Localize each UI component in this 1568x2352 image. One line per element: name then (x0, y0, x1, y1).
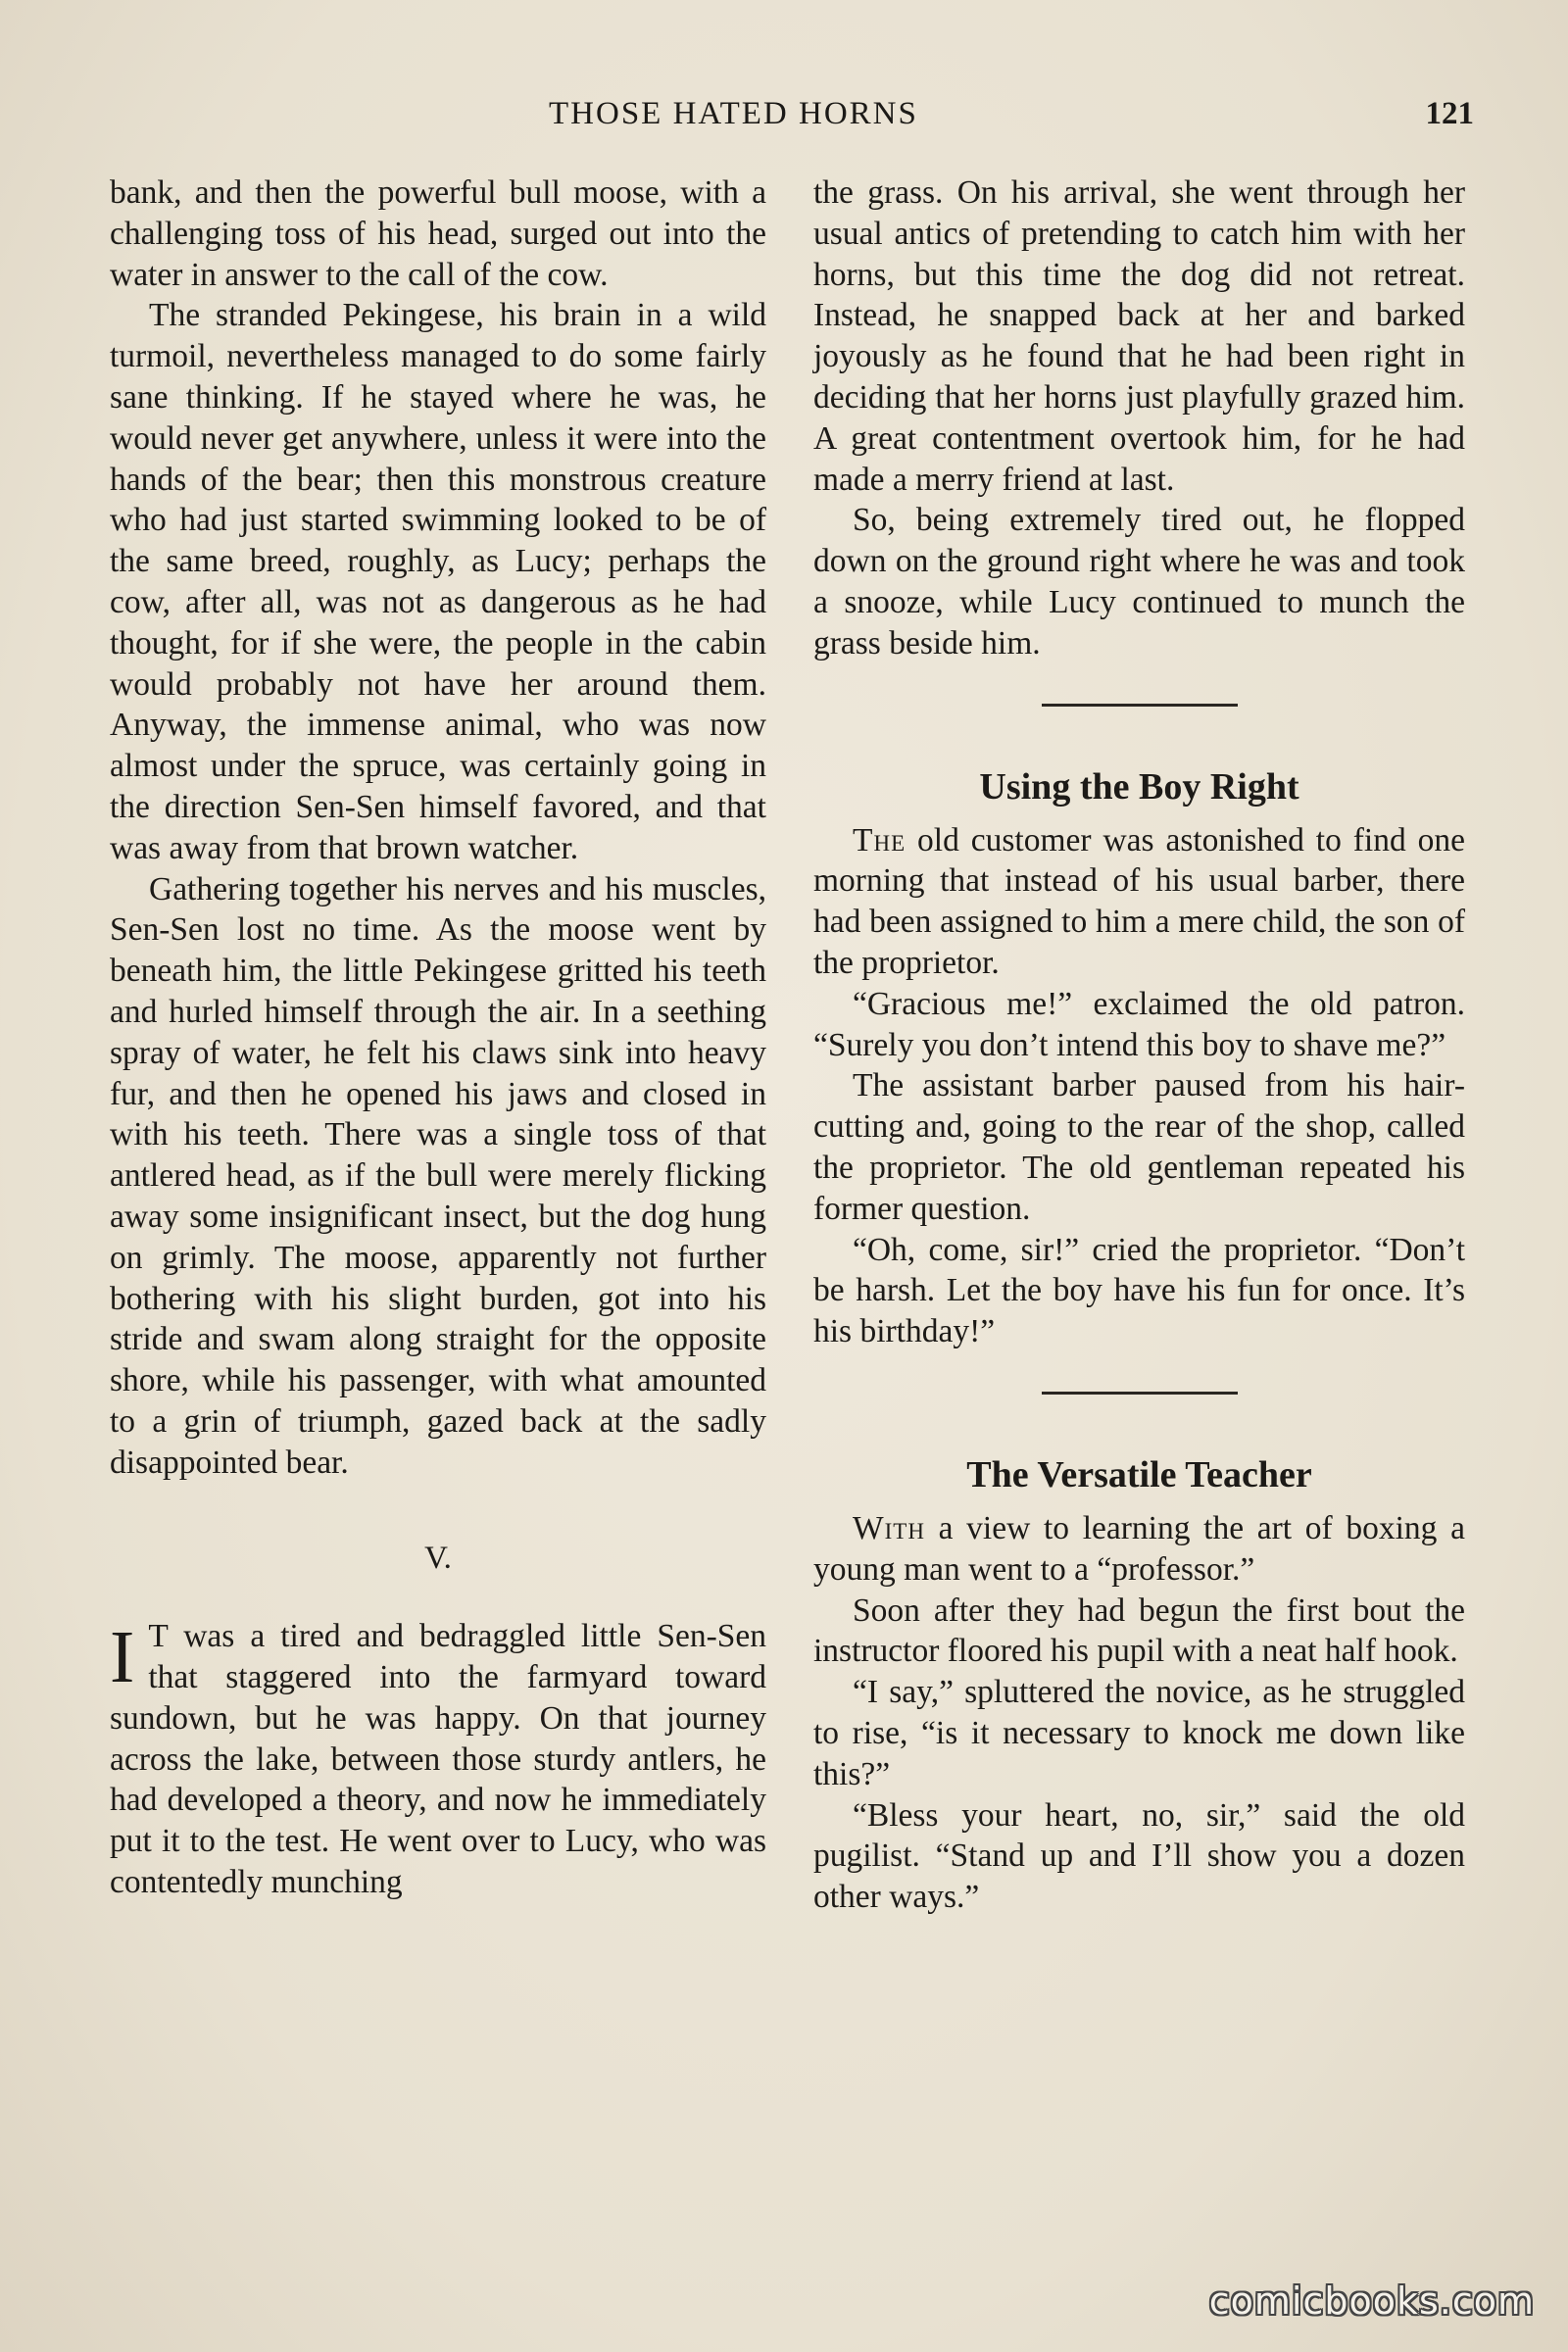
paragraph (813, 820, 1465, 984)
paragraph-text: a view to learning the art of boxing a young man went to a “professor.” (813, 1509, 1465, 1588)
paragraph (813, 1508, 1465, 1591)
paragraph (110, 1616, 766, 1903)
running-head: THOSE HATED HORNS (549, 96, 918, 131)
paragraph: “I say,” spluttered the novice, as he struggled to rise, “is it necessary to knock me down like this?” (813, 1674, 1465, 1792)
paragraph: The assistant barber paused from his hair-cutting and, going to the rear of the shop, called the proprietor. The old gentleman repeated his former question. (813, 1067, 1465, 1227)
watermark: comicbooks.com (1208, 2279, 1535, 2323)
paragraph: “Oh, come, sir!” cried the proprietor. “Don’t be harsh. Let the boy have his fun for once. It’s his birthday!” (813, 1231, 1465, 1350)
paragraph-text: T was a tired and bedraggled little Sen-Sen that staggered into the farmyard toward sundown, but he was happy. On that journey across the lake, between those sturdy antlers, he had developed a theory, and now he immediately put it to the test. He went over to Lucy, who was contentedly munching (110, 1618, 766, 1901)
section-divider (1042, 704, 1238, 707)
paragraph: “Gracious me!” exclaimed the old patron. “Surely you don’t intend this boy to shave me?” (813, 985, 1465, 1063)
lead-word: The (853, 821, 906, 858)
paragraph: Soon after they had begun the first bout the instructor floored his pupil with a neat half hook. (813, 1592, 1465, 1670)
paragraph: The stranded Pekingese, his brain in a wild turmoil, nevertheless managed to do some fairly sane thinking. If he stayed where he was, he would never get anywhere, unless it were into the hands of the bear; then this monstrous creature who had just started swimming looked to be of the same breed, roughly, as Lucy; perhaps the cow, after all, was not as dangerous as he had thought, for if she were, the people in the cabin would probably not have her around them. Anyway, the immense animal, who was now almost under the spruce, was certainly going in the direction Sen-Sen himself favored, and that was away from that brown watcher. (110, 297, 766, 866)
lead-word: With (853, 1509, 925, 1546)
paragraph: “Bless your heart, no, sir,” said the old pugilist. “Stand up and I’ll show you a dozen other ways.” (813, 1796, 1465, 1916)
paragraph: So, being extremely tired out, he flopped down on the ground right where he was and took a snooze, while Lucy continued to munch the grass beside him. (813, 502, 1465, 662)
paragraph: Gathering together his nerves and his muscles, Sen-Sen lost no time. As the moose went by beneath him, the little Pekingese gritted his teeth and hurled himself through the air. In a seething spray of water, he felt his claws sink into heavy fur, and then he opened his jaws and closed in with his teeth. There was a single toss of that antlered head, as if the bull were merely flicking away some insignificant insect, but the dog hung on grimly. The moose, apparently not further bothering with his slight burden, got into his stride and swam along straight for the opposite shore, while his passenger, with what amounted to a grin of triumph, gazed back at the sadly disappointed bear. (110, 870, 766, 1481)
paragraph: the grass. On his arrival, she went through her usual antics of pretending to catch him with her horns, but this time the dog did not retreat. Instead, he snapped back at her and barked joyously as he found that he had been right in deciding that her horns just playfully grazed him. A great contentment overtook him, for he had made a merry friend at last. (813, 174, 1465, 498)
drop-cap: I (110, 1616, 135, 1699)
page-number: 121 (1425, 96, 1474, 131)
paragraph-text: old customer was astonished to find one morning that instead of his usual barber, there had been assigned to him a mere child, the son of the proprietor. (813, 821, 1465, 981)
section-number: V. (424, 1540, 452, 1576)
paragraph: bank, and then the powerful bull moose, with a challenging toss of his head, surged out into the water in answer to the call of the cow. (110, 174, 766, 293)
left-column (110, 172, 766, 1903)
section-divider (1042, 1392, 1238, 1395)
article-title: Using the Boy Right (979, 765, 1299, 808)
right-column (813, 172, 1465, 1918)
article-title: The Versatile Teacher (966, 1453, 1312, 1495)
